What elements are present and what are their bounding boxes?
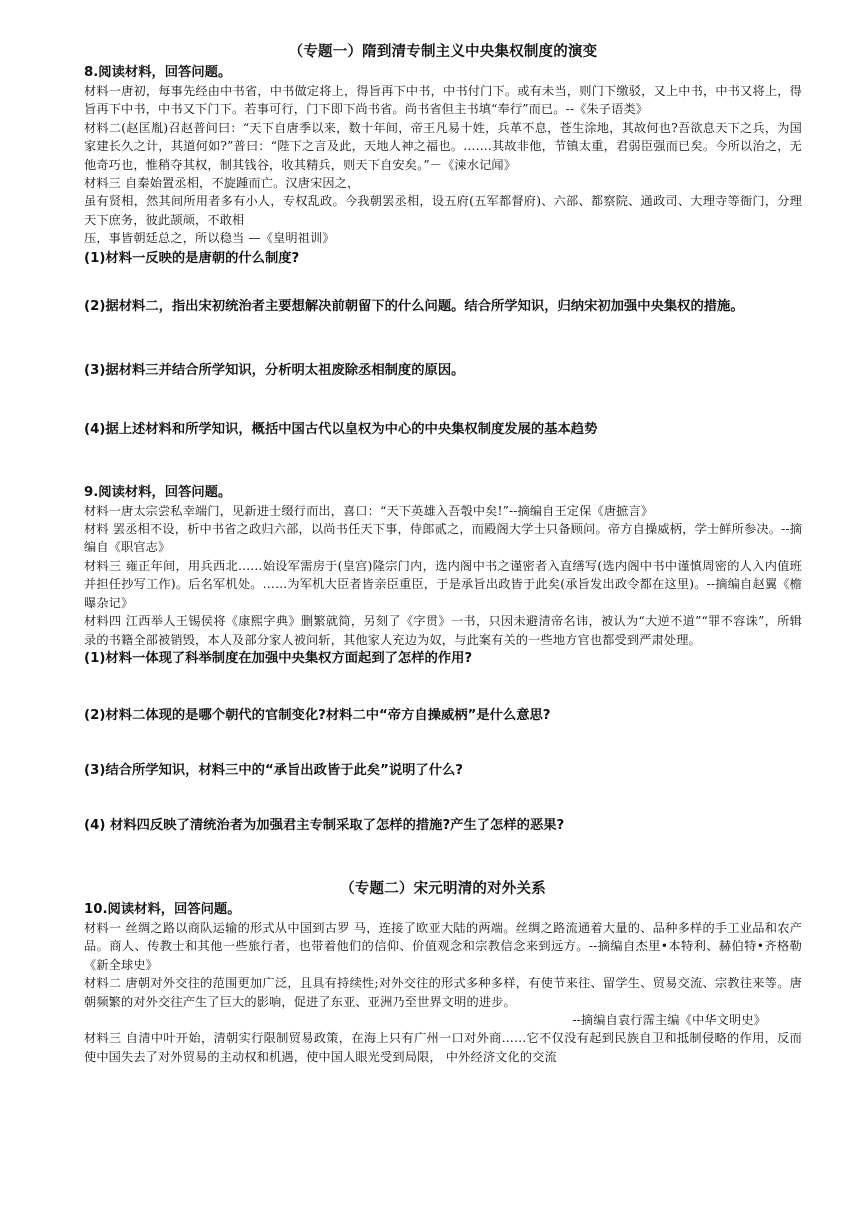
q10-material-2-source: --摘编自袁行霈主编《中华文明史》 [572, 1012, 766, 1027]
q9-material-4: 材料四 江西举人王锡侯将《康熙字典》删繁就简，另刻了《字贯》一书，只因未避清帝名讳，被认为“大逆不道”“罪不容诛”，所辑录的书籍全部被销毁，本人及部分家人被问斩，其他家人充边为奴，与此案有关的一些地方官也都受到严肃处理。 [84, 614, 802, 647]
q9-material-3: 材料三 雍正年间，用兵西北……始设军需房于(皇宫)隆宗门内，选内阁中书之谨密者入直缮写(选内阁中书中谨慎周密的人入内值班并担任抄写工作)。后名军机处。……为军机大臣者皆亲臣重臣，于是承旨出政皆于此矣(承旨发出政令都在这里)。--摘编自赵翼《檐曝杂记》 [84, 558, 802, 610]
q9-material-1: 材料一唐太宗尝私幸端门，见新进士缀行而出，喜口：“天下英雄入吾彀中矣!”--摘编自王定保《唐摭言》 [84, 503, 654, 518]
q8-question-4: (4)据上述材料和所学知识，概括中国古代以皇权为中心的中央集权制度发展的基本趋势 [84, 421, 598, 437]
q8-question-3: (3)据材料三并结合所学知识，分析明太祖废除丞相制度的原因。 [84, 362, 465, 378]
q8-question-2: (2)据材料二，指出宋初统治者主要想解决前朝留下的什么问题。结合所学知识，归纳宋初加强中央集权的措施。 [84, 298, 744, 314]
q8-heading: 8.阅读材料，回答问题。 [84, 65, 232, 80]
q9-question-2: (2)材料二体现的是哪个朝代的官制变化?材料二中“帝方自操威柄”是什么意思? [84, 707, 551, 723]
q8-question-1: (1)材料一反映的是唐朝的什么制度? [84, 250, 300, 266]
q9-question-3: (3)结合所学知识，材料三中的“承旨出政皆于此矣”说明了什么? [84, 762, 464, 778]
q10-material-2: 材料二 唐朝对外交往的范围更加广泛，且具有持续性;对外交往的形式多种多样，有使节来往、留学生、贸易交流、宗教往来等。唐朝频繁的对外交往产生了巨大的影响，促进了东亚、亚洲乃至世界文明的进步。 [84, 976, 802, 1009]
q8-material-3-line3: 压，事皆朝廷总之，所以稳当 —《皇明祖训》 [84, 231, 335, 246]
q8-material-3-line1: 材料三 自秦始置丞相，不旋踵而亡。汉唐宋因之， [84, 176, 360, 191]
q9-question-1: (1)材料一体现了科举制度在加强中央集权方面起到了怎样的作用? [84, 650, 473, 666]
q9-material-2: 材料 罢丞相不设，析中书省之政归六部，以尚书任天下事，侍郎贰之，而殿阁大学士只备顾问。帝方自操威柄，学士鲜所参决。--摘编自《职官志》 [84, 522, 802, 555]
q10-material-1: 材料一 丝绸之路以商队运输的形式从中国到古罗 马，连接了欧亚大陆的两端。丝绸之路流通着大量的、品种多样的手工业品和农产品。商人、传教士和其他一些旅行者，也带着他们的信仰、价值观念和宗教信念来到远方。--摘编自杰里•本特利、赫伯特•齐格勒《新全球史》 [84, 920, 802, 972]
q9-heading: 9.阅读材料，回答问题。 [84, 484, 232, 500]
topic1-title: （专题一）隋到清专制主义中央集权制度的演变 [288, 44, 598, 60]
q8-material-2: 材料二(赵匡胤)召赵普问曰：“天下自唐季以来，数十年间，帝王凡易十姓，兵革不息，苍生涂地，其故何也?吾欲息天下之兵，为国家建长久之计，其道何如?”普曰：“陛下之言及此，天地人神之福也。…….其故非他，节镇太重，君弱臣强而已矣。今所以治之，无他奇巧也，惟稍夺其权，制其钱谷，收其精兵，则天下自安矣。”－《涑水记闻》 [84, 120, 802, 172]
q9-question-4: (4) 材料四反映了清统治者为加强君主专制采取了怎样的措施?产生了怎样的恶果? [84, 817, 565, 833]
q10-material-3: 材料三 自清中叶开始，清朝实行限制贸易政策，在海上只有广州一口对外商……它不仅没有起到民族自卫和抵制侵略的作用，反而使中国失去了对外贸易的主动权和机遇，使中国人眼光受到局限， 中外经济文化的交流 [84, 1031, 802, 1064]
topic2-title: （专题二）宋元明清的对外关系 [340, 880, 546, 897]
q8-material-1: 材料一唐初，每事先经由中书省，中书做定将上，得旨再下中书，中书付门下。或有未当，则门下缴驳，又上中书，中书又将上，得旨再下中书，中书又下门下。若事可行，门下即下尚书省。尚书省但主书填“奉行”而已。--《朱子语类》 [84, 84, 802, 117]
q8-material-3-line2: 虽有贤相，然其间所用者多有小人，专权乱政。今我朝罢丞相，设五府(五军都督府)、六部、都察院、通政司、大理寺等衙门，分理天下庶务，彼此颉颃，不敢相 [84, 194, 802, 227]
q10-heading: 10.阅读材料，回答问题。 [84, 901, 241, 917]
